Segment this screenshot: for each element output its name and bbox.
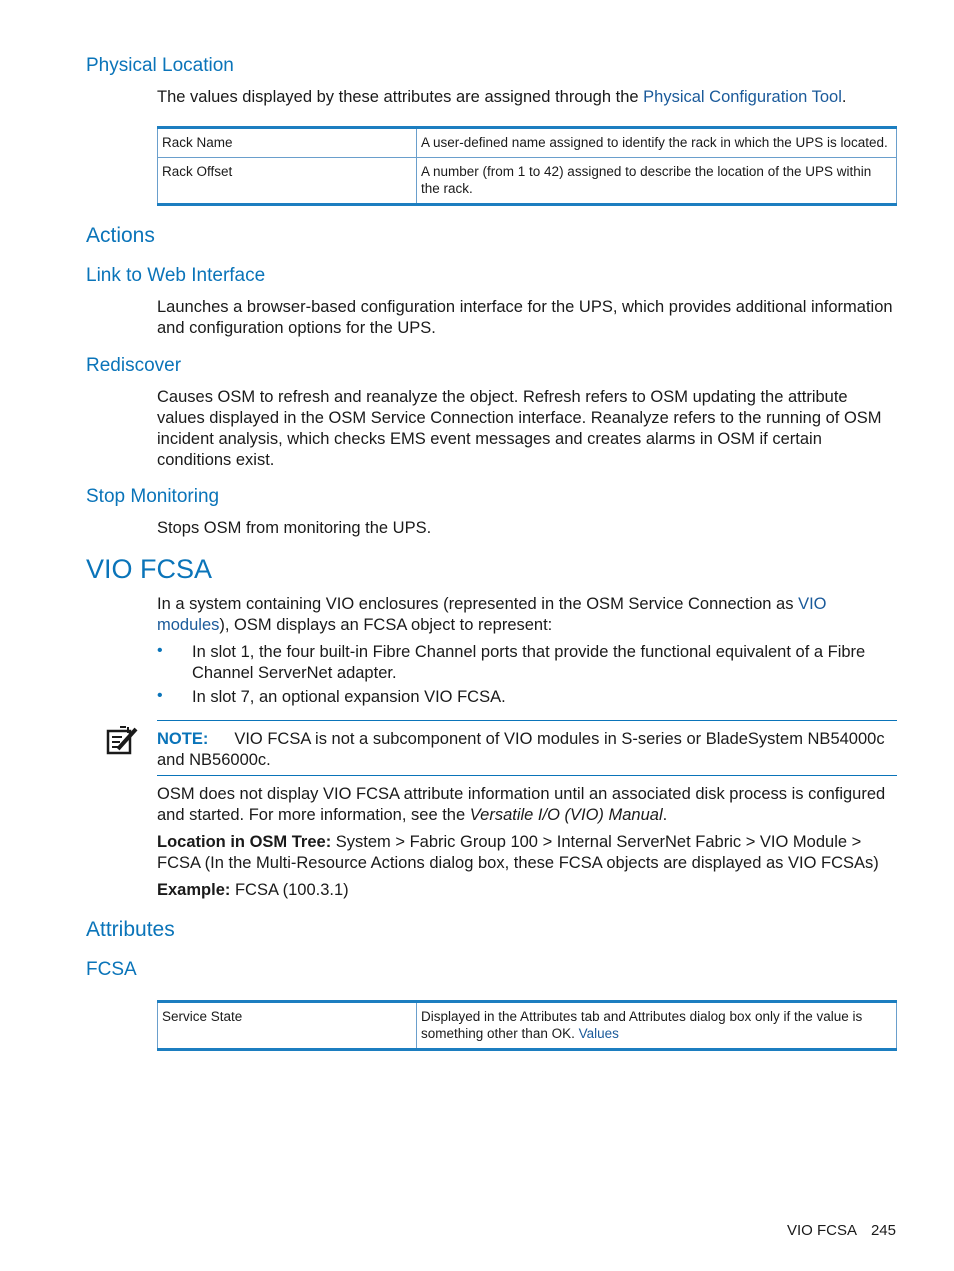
list-item: In slot 7, an optional expansion VIO FCSA. [192,688,506,706]
actions-heading: Actions [86,224,155,247]
rediscover-heading: Rediscover [86,355,182,376]
location-paragraph [157,832,897,874]
attr-desc-text: Displayed in the Attributes tab and Attributes dialog box only if the value is something other than OK. [421,1009,863,1041]
link-web-text: Launches a browser-based configuration interface for the UPS, which provides additional information and configuration options for the UPS. [157,298,893,337]
vio-manual-title: Versatile I/O (VIO) Manual [469,806,663,824]
display-paragraph [157,784,897,826]
attr-desc [417,1002,897,1050]
fcsa-subheading: FCSA [86,959,137,980]
page-number: 245 [870,1222,896,1239]
attr-name: Rack Name [158,128,417,158]
location-text: System > Fabric Group 100 > Internal ServerNet Fabric > VIO Module > FCSA (In the Multi-Resource Actions dialog box, these FCSA objects are displayed as VIO FCSAs) [157,833,879,872]
bullet-icon: • [157,642,163,659]
list-item: In slot 1, the four built-in Fibre Channel ports that provide the functional equivalent of a Fibre Channel ServerNet adapter. [192,643,866,682]
vio-modules-link[interactable]: VIO modules [157,595,827,634]
stop-monitoring-text: Stops OSM from monitoring the UPS. [157,519,432,537]
attr-name: Service State [158,1002,417,1050]
link-web-heading: Link to Web Interface [86,265,266,286]
example-text: FCSA (100.3.1) [230,881,349,899]
note-bottom-rule [157,775,897,776]
fcsa-attributes-table [157,1000,897,1051]
vio-fcsa-intro [157,594,897,636]
example-paragraph [157,880,897,901]
note-top-rule [157,720,897,721]
physical-location-heading: Physical Location [86,55,234,76]
stop-monitoring-heading: Stop Monitoring [86,486,220,507]
location-label: Location in OSM Tree: [157,833,332,851]
intro-a: In a system containing VIO enclosures (represented in the OSM Service Connection as [157,595,799,613]
example-label: Example: [157,881,231,899]
physical-configuration-tool-link[interactable]: Physical Configuration Tool [643,88,842,106]
intro-text: The values displayed by these attributes are assigned through the [157,88,644,106]
physical-location-table [157,126,897,206]
note-pencil-icon [106,725,140,762]
note-label: NOTE: [157,730,209,748]
display-b: . [662,806,668,824]
vio-fcsa-heading: VIO FCSA [86,554,213,584]
display-a: OSM does not display VIO FCSA attribute information until an associated disk process is configured and started. For more information, see the [157,785,886,824]
footer-section: VIO FCSA [786,1222,857,1239]
physical-location-intro [157,87,897,108]
page-footer [787,1222,896,1239]
attr-name: Rack Offset [158,158,417,205]
attributes-heading: Attributes [86,918,175,941]
note-text: VIO FCSA is not a subcomponent of VIO modules in S-series or BladeSystem NB54000c and NB56000c. [157,730,885,769]
table-row [158,1002,897,1050]
values-link[interactable]: Values [578,1026,619,1041]
attr-desc: A number (from 1 to 42) assigned to describe the location of the UPS within the rack. [417,158,897,205]
table-row [158,158,897,205]
rediscover-text: Causes OSM to refresh and reanalyze the object. Refresh refers to OSM updating the attribute values displayed in the OSM Service Connection interface. Reanalyze refers to the running of OSM incident analysis, which checks EMS event messages and creates alarms in OSM if certain conditions exist. [157,388,882,469]
note-block [157,729,897,771]
intro-b: ), OSM displays an FCSA object to represent: [219,616,553,634]
table-row [158,128,897,158]
attr-desc: A user-defined name assigned to identify the rack in which the UPS is located. [417,128,897,158]
intro-end: . [841,88,847,106]
bullet-icon: • [157,687,163,704]
